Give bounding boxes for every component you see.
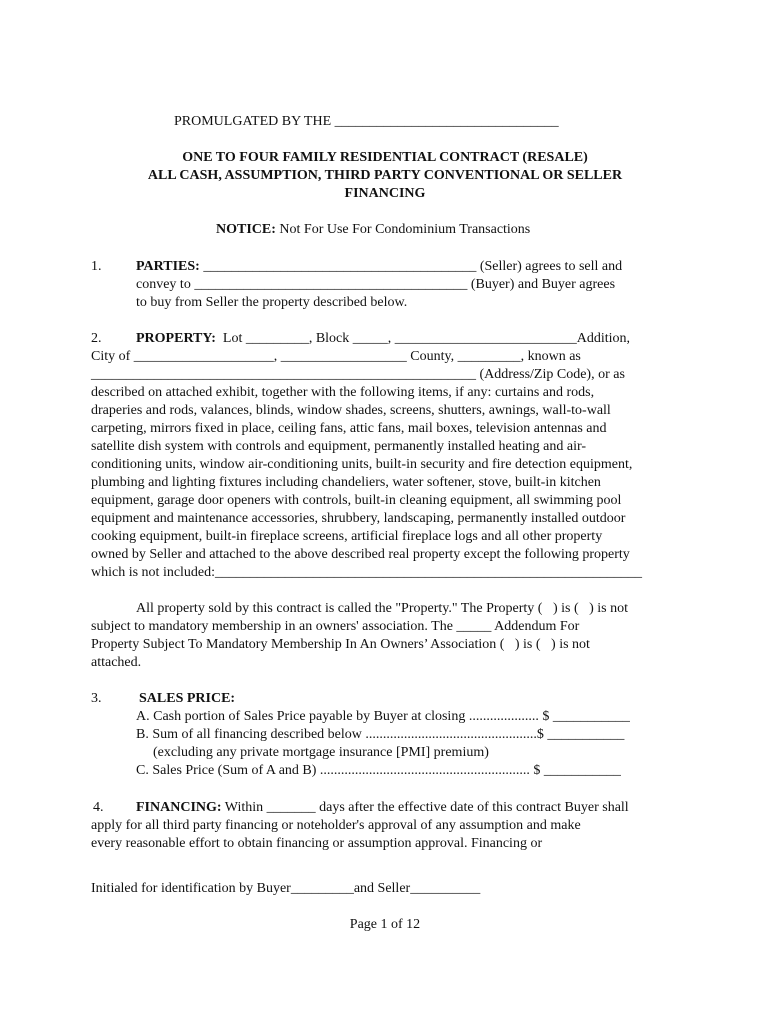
parties-line-2: convey to _______________________________________ (Buyer) and Buyer agrees [136, 277, 616, 292]
title-line-3: FINANCING [344, 186, 426, 201]
property-para2-line-2: subject to mandatory membership in an owners' association. The _____ Addendum For [91, 619, 580, 634]
section-4-number: 4. [93, 800, 104, 815]
promulgated-line: PROMULGATED BY THE ________________________________ [174, 114, 559, 129]
financing-label: FINANCING: [136, 800, 222, 815]
initialed-line: Initialed for identification by Buyer_________and Seller__________ [91, 881, 481, 896]
page-number: Page 1 of 12 [349, 917, 421, 932]
property-line-12: cooking equipment, built-in fireplace screens, artificial fireplace logs and all other property [91, 529, 603, 544]
sales-price-label: SALES PRICE: [139, 691, 236, 706]
property-line-4: described on attached exhibit, together with the following items, if any: curtains and rods, [91, 385, 595, 400]
financing-line-2: apply for all third party financing or noteholder's approval of any assumption and make [91, 818, 581, 833]
property-line-7: satellite dish system with controls and equipment, permanently installed heating and air- [91, 439, 587, 454]
section-1-number: 1. [91, 259, 102, 274]
parties-line-1: PARTIES: _______________________________________ (Seller) agrees to sell and [136, 259, 623, 274]
property-line-1: PROPERTY: Lot _________, Block _____, __________________________Addition, [136, 331, 631, 346]
property-line-6: carpeting, mirrors fixed in place, ceiling fans, attic fans, mail boxes, television antennas and [91, 421, 607, 436]
financing-line-3: every reasonable effort to obtain financing or assumption approval. Financing or [91, 836, 543, 851]
section-2-number: 2. [91, 331, 102, 346]
title-line-2: ALL CASH, ASSUMPTION, THIRD PARTY CONVENTIONAL OR SELLER [147, 168, 623, 183]
title-line-1: ONE TO FOUR FAMILY RESIDENTIAL CONTRACT (RESALE) [182, 150, 588, 165]
property-label: PROPERTY: [136, 331, 216, 346]
parties-label: PARTIES: [136, 259, 200, 274]
property-line-13: owned by Seller and attached to the above described real property except the following property [91, 547, 630, 562]
property-line-9: plumbing and lighting fixtures including chandeliers, water softener, stove, built-in kitchen [91, 475, 601, 490]
sales-price-line-c: C. Sales Price (Sum of A and B) ............................................................ $ ___________ [136, 763, 621, 778]
property-line-5: draperies and rods, valances, blinds, window shades, screens, shutters, awnings, wall-to-wall [91, 403, 611, 418]
financing-line-1: FINANCING: Within _______ days after the effective date of this contract Buyer shall [136, 800, 629, 815]
property-line-11: equipment and maintenance accessories, shrubbery, landscaping, permanently installed outdoor [91, 511, 626, 526]
sales-price-line-b-note: (excluding any private mortgage insurance [PMI] premium) [153, 745, 489, 760]
sales-price-line-a: A. Cash portion of Sales Price payable by Buyer at closing .................... $ ___________ [136, 709, 630, 724]
notice-label: NOTICE: [216, 222, 276, 237]
property-line-3: _______________________________________________________ (Address/Zip Code), or as [91, 367, 625, 382]
notice-line [216, 221, 530, 239]
property-para2-line-4: attached. [91, 655, 142, 670]
property-line-2: City of ____________________, __________________ County, _________, known as [91, 349, 581, 364]
property-line-14: which is not included:_____________________________________________________________ [91, 565, 643, 580]
section-3-number: 3. [91, 691, 102, 706]
property-para2-line-1: All property sold by this contract is called the "Property." The Property ( ) is ( ) is not [136, 601, 629, 616]
sales-price-line-b: B. Sum of all financing described below .................................................$ ___________ [136, 727, 625, 742]
property-para2-line-3: Property Subject To Mandatory Membership In An Owners’ Association ( ) is ( ) is not [91, 637, 590, 652]
notice-text: Not For Use For Condominium Transactions [275, 222, 531, 237]
property-line-10: equipment, garage door openers with controls, built-in cleaning equipment, all swimming pool [91, 493, 622, 508]
property-line-8: conditioning units, window air-conditioning units, built-in security and fire detection equipment, [91, 457, 633, 472]
parties-line-3: to buy from Seller the property described below. [136, 295, 408, 310]
